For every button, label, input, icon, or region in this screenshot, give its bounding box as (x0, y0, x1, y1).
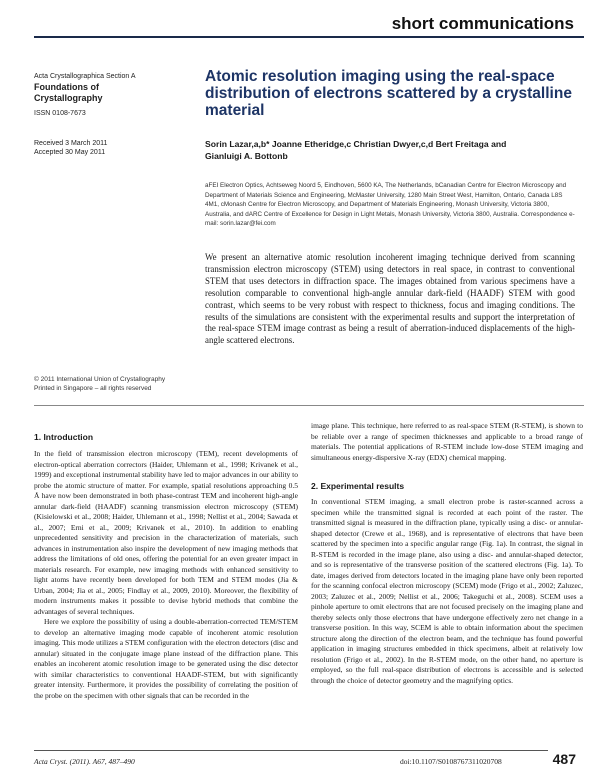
right-column-top (311, 421, 583, 463)
journal-issn: ISSN 0108-7673 (34, 110, 86, 117)
authors-line-2: Gianluigi A. Bottonb (205, 151, 288, 161)
intro-paragraph-2: Here we explore the possibility of using a double-aberration-corrected TEM/STEM to develop an alternative imaging mode capable of incoherent atomic resolution imaging. This mode utilizes a STEM configuration with the electron detectors (disc and annular) situated in the conjugate image plane instead of the diffraction plane. This enables an incoherent atomic resolution image to be generated using the disc detector with similar characteristics to conventional HAADF-STEM, but with significantly greater intensity. Furthermore, it provides the possibility of correlating the position of the probe on the specimen with other signals that can be recorded in the (34, 617, 298, 700)
journal-name-line2: Crystallography (34, 93, 103, 103)
printed-line: Printed in Singapore – all rights reserved (34, 385, 152, 392)
experimental-column (311, 497, 583, 741)
intro-column (34, 449, 298, 741)
journal-series: Acta Crystallographica Section A (34, 73, 136, 80)
accepted-date: Accepted 30 May 2011 (34, 149, 106, 156)
heading-introduction: 1. Introduction (34, 432, 94, 442)
affiliations: aFEI Electron Optics, Achtseweg Noord 5, Eindhoven, 5600 KA, The Netherlands, bCanadian Centre for Electron Microscopy and Department of Materials Science and Engineering, McMaster University, 1280 Main Street West, Hamilton, Ontario, Canada L8S 4M1, cMonash Centre for Electron Microscopy, and Department of Materials Engineering, Monash University, Victoria 3800, Australia, and dARC Centre of Excellence for Design in Light Metals, Monash University, Victoria 3800, Australia. Correspondence e-mail: sorin.lazar@fei.com (205, 182, 575, 228)
footer-rule (34, 750, 548, 751)
article-authors (205, 138, 575, 162)
journal-name-line1: Foundations of (34, 82, 99, 92)
copyright-line: © 2011 International Union of Crystallography (34, 376, 166, 383)
footer-citation: Acta Cryst. (2011). A67, 487–490 (34, 757, 135, 766)
authors-line-1: Sorin Lazar,a,b* Joanne Etheridge,c Christian Dwyer,c,d Bert Freitaga and (205, 139, 507, 149)
abstract-divider (34, 405, 584, 406)
abstract: We present an alternative atomic resolution incoherent imaging technique derived from scanning transmission electron microscopy (STEM) using detectors in real space, in contrast to conventional STEM that uses detectors in diffraction space. The images obtained from various specimens have a resolution comparable to conventional high-angle annular dark-field (HAADF) STEM with good contrast, which seems to be very robust with respect to thickness, focus and imaging conditions. The results of the simulations are consistent with the experimental results and support the interpretation of the real-space STEM image contrast as being a result of aberration-induced displacements of the high-angle scattered electrons. (205, 252, 575, 346)
header-rule (34, 36, 584, 38)
page-number: 487 (552, 751, 576, 767)
received-date: Received 3 March 2011 (34, 140, 108, 147)
right-paragraph-0: image plane. This technique, here referred to as real-space STEM (R-STEM), is shown to be reliable over a range of specimen thicknesses and applicable to a broad range of materials. The potential applications of R-STEM include low-dose STEM imaging and simultaneous energy-dispersive X-ray (EDX) chemical mapping. (311, 421, 583, 462)
heading-experimental: 2. Experimental results (311, 481, 405, 491)
section-label: short communications (391, 14, 574, 33)
article-title: Atomic resolution imaging using the real-space distribution of electrons scattered by a crystalline material (205, 68, 572, 119)
experimental-paragraph-1: In conventional STEM imaging, a small electron probe is raster-scanned across a specimen while the transmitted signal is recorded at each point of the raster. The transmitted signal is measured in the diffraction plane, typically using a disc- or annular-shaped detector (Crewe et al., 1968), and is representative of electrons that have been scattered by the specimen into a specific angular range (Fig. 1a). In contrast, the signal in R-STEM is recorded in the image plane, also using a disc- and annular-shaped detector, and so is representative of the transverse position of the scattered electrons (Fig. 1a). To date, images derived from detectors located in the imaging plane have only been reported for the scanning confocal electron microscopy (SCEM) mode (Frigo et al., 2002; Zaluzec, 2003; Zaluzec et al., 2009; Nellist et al., 2006; Takeguchi et al., 2008). SCEM uses a pinhole aperture to omit electrons that are not focused precisely on the imaging plane and thereby selects only those electrons that have undergone effectively zero net change in a transverse position. In this way, SCEM is able to obtain information about the specimen structure along the direction of the electron beam, and the technique has found powerful application in imaging structures embedded in thick specimens, albeit at relatively low resolution (Frigo et al., 2002). In the R-STEM mode, on the other hand, no aperture is employed, so the full real-space distribution of electrons is accessible and is selected through the choice of detector geometry and the magnifying optics. (311, 497, 583, 685)
footer-doi: doi:10.1107/S0108767311020708 (400, 757, 502, 766)
intro-paragraph-1: In the field of transmission electron microscopy (TEM), recent developments of electron-optical aberration correctors (Haider, Uhlemann et al., 1998; Krivanek et al., 1999) and exceptional instrumental stability have led to major advances in our ability to probe the atomic structure of matter. For example, spatial resolutions approaching 0.5 Å have now been demonstrated in both phase-contrast TEM and incoherent high-angle annular dark-field (HAADF) scanning transmission electron microscopy (STEM) (Kisielowski et al., 2008; Haider, Uhlemann et al., 1998; Nellist et al., 2004; Sawada et al., 2007; Erni et al., 2009; Krivanek et al., 2010). In addition to enabling unprecedented sensitivity and precision in the characterization of materials, such advances in instrumentation also inspire the development of new imaging methods that address the limitations of old ones, offering the potential for an even greater impact in materials research. For example, new imaging methods with enhanced sensitivity to light atoms have recently been developed for both TEM and STEM modes (Jia & Urban, 2004; Jia et al., 2005; Findlay et al., 2009, 2010). Moreover, the flexibility of modern instruments makes it possible to devise hybrid methods that combine the advantages of several techniques. (34, 449, 298, 616)
